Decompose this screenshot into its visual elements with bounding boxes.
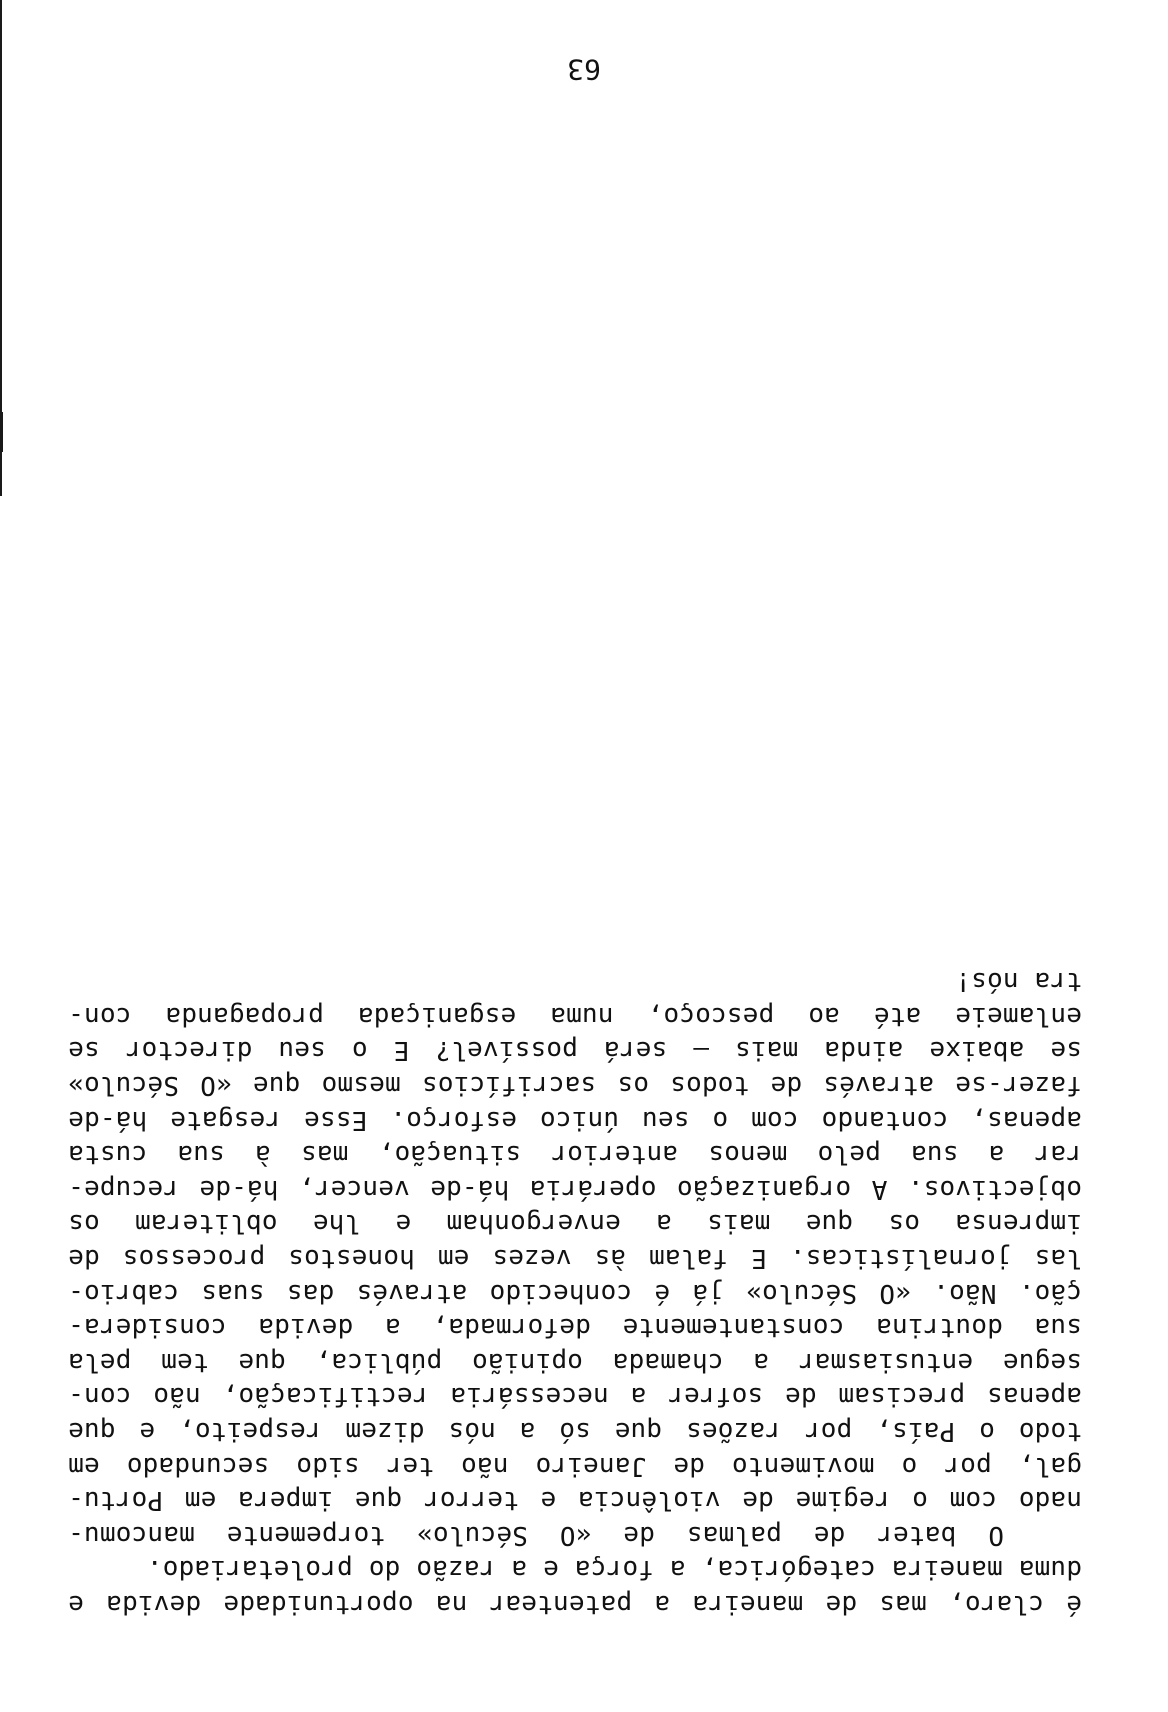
text-line: las jornalísticas. E falam às vezes em honestos processos de [68, 1243, 1082, 1274]
text-line: objectivos. A organização operária há-de vencer, há-de recupe- [68, 1173, 1082, 1204]
text-line: todo o País, por razões que só a nós dizem respeito, e que [68, 1416, 1082, 1447]
text-line: apenas precisam de sofrer a necessária rectificação, não con- [68, 1381, 1082, 1412]
text-line: rar a sua pelo menos anterior situação, mas à sua custa [68, 1139, 1082, 1170]
text-line: segue entusiasmar a chamada opinião pública, que tem pela [68, 1346, 1082, 1377]
page-number: 63 [567, 53, 601, 86]
text-line: ção. Não. «O Século» já é conhecido através das suas cabrio- [68, 1277, 1082, 1308]
text-line: é claro, mas de maneira a patentear na oportunidade devida e [68, 1589, 1082, 1619]
text-line: imprensa os que mais a envergonham e lhe obliteram os [68, 1208, 1082, 1239]
text-line: duma maneira categórica, a força e a razão do proletariado. [146, 1554, 1082, 1585]
text-line: sua doutrina constantemente deformada, a devida considera- [68, 1312, 1082, 1343]
text-line: apenas, contando com o seu único esforço. Esse resgate há-de [68, 1104, 1082, 1135]
text-line: nado com o regime de violência e terror que impera em Portu- [68, 1485, 1082, 1516]
scan-edge-mark [0, 412, 3, 452]
text-line: enlameie até ao pescoço, numa esganiçada propaganda con- [68, 1000, 1082, 1031]
paragraph-first-line: O bater de palmas de «O Século» torpemente mancomu- [68, 1519, 1004, 1550]
body-text [68, 964, 1082, 1621]
text-line: tra nós! [955, 966, 1082, 997]
text-line: gal, por o movimento de Janeiro não ter sido secundado em [68, 1450, 1082, 1481]
text-line: se abaixe ainda mais — será possível? E o seu director se [68, 1035, 1082, 1066]
text-line: fazer-se através de todos os sacrifícios mesmo que «O Século» [68, 1070, 1082, 1101]
